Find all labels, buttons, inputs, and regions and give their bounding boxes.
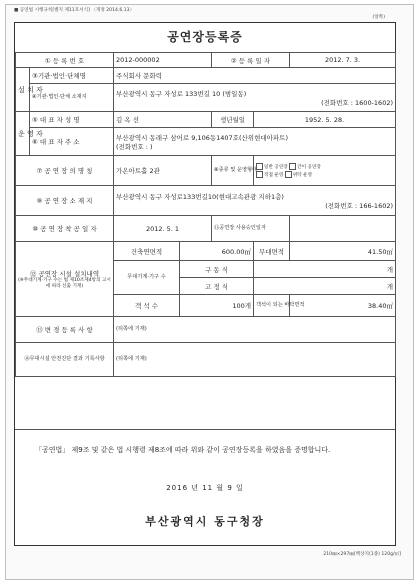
stage-area-value: 41.50㎡ [290, 242, 396, 261]
reg-date-label: ② 등 록 일 자 [212, 53, 290, 68]
approval-label: ⑪공연장 사용승인일자 [212, 216, 290, 242]
area-value: 600.00㎡ [180, 242, 254, 261]
start-date-label: ⑩ 공 연 장 착 공 일 자 [16, 216, 114, 242]
approval-value [290, 216, 396, 242]
certification-text: 「공연법」 제9조 및 같은 법 시행령 제8조에 따라 위와 같이 공연장등록을 하였음을 증명합니다. [15, 429, 395, 458]
checkbox-general: 일반 공연장 [256, 165, 288, 170]
seats-value: 100개 [180, 295, 254, 317]
venue-addr-cell [114, 186, 396, 216]
registration-table [15, 52, 396, 377]
checkbox-box [285, 171, 292, 178]
stage-area-label: 무대면적 [254, 242, 290, 261]
seats-label: 객 석 수 [114, 295, 180, 317]
drive-value: 개 [254, 261, 396, 278]
venue-addr-value: 부산광역시 동구 자성로133번길10(현대고속관광 지하1층) [116, 192, 284, 201]
form-reference: ■ 공연법 시행규칙[별지 제11호서식] 〈개정 2014.6.13〉 [14, 8, 135, 13]
area-label: 건축연면적 [114, 242, 180, 261]
venue-phone-value: (전화번호 : 166-1602) [325, 201, 394, 210]
change-value: (뒤쪽에 기재) [114, 317, 396, 343]
seat-area-value: 38.40㎡ [290, 295, 396, 317]
rep-name-label: ⑤ 대 표 자 성 명 [30, 112, 114, 128]
org-name-label: ③기관·법인·단체명 [30, 68, 114, 84]
operator-group-label: 운 영 자 [16, 112, 30, 156]
machine-label: 무대기계·기구 수 [114, 261, 180, 295]
page-title: 공연장등록증 [15, 23, 395, 53]
venue-addr-label: ⑨ 공 연 장 소 재 지 [16, 186, 114, 216]
rep-phone-value: (전화번호 : ) [116, 142, 153, 151]
checkbox-direct: 직접 운영 [256, 173, 283, 178]
rep-addr-label: ⑥ 대 표 자 주 소 [30, 128, 114, 156]
reg-no-label: ① 등 록 번 호 [16, 53, 114, 68]
facility-label: ⑫ 공연장 시설 설치내역 [29, 269, 100, 278]
checkbox-simple: 간이 공연장 [289, 165, 321, 170]
rep-addr-cell [114, 128, 396, 156]
safety-label: ⑭무대시설 안전진단 결과 기록사항 [16, 343, 114, 377]
fixed-value: 개 [254, 278, 396, 295]
seat-area-label: 객석이 되는 바닥면적 [254, 295, 290, 317]
checkbox-box [256, 163, 263, 170]
fixed-label: 고 정 식 [180, 278, 254, 295]
org-addr-value: 부산광역시 동구 자성로 133번길 10 (범일동) [116, 89, 247, 98]
venue-type-label: ⑧종류 및 운영형태 [212, 156, 254, 186]
start-date-value: 2012. 5. 1 [114, 216, 212, 242]
org-phone-value: (전화번호 : 1600-1602) [321, 98, 394, 107]
birth-label: 생년월일 [212, 112, 254, 128]
venue-name-value: 가온아트홀 2관 [114, 156, 212, 186]
facility-note: (※무대기계·기구 수는 법 제10조제4항의 고시에 따라 신출 기재) [18, 277, 111, 289]
reg-no-value: 2012-000002 [114, 53, 212, 68]
facility-cell [16, 242, 114, 317]
issuer-name: 부산광역시 동구청장 [145, 515, 265, 528]
checkbox-box [289, 163, 296, 170]
reg-date-value: 2012. 7. 3. [290, 53, 396, 68]
drive-label: 구 동 식 [180, 261, 254, 278]
issue-date: 2016 년 11 월 9 일 [166, 484, 244, 492]
birth-value: 1952. 5. 28. [254, 112, 396, 128]
checkbox-box [256, 171, 263, 178]
founder-group-label: 설 치 자 [16, 68, 30, 112]
venue-name-label: ⑦ 공 연 장 의 명 칭 [16, 156, 114, 186]
org-addr-label: ④기관·법인·단체 소재지 [30, 84, 114, 112]
change-label: ⑬ 변 경 등 록 사 항 [16, 317, 114, 343]
paper-spec: 210㎜×297㎜[백상지(1종) 120g/㎡] [323, 552, 401, 557]
page-side-label: (앞쪽) [372, 15, 385, 20]
org-name-value: 주식회사 문화력 [114, 68, 396, 84]
venue-type-options [254, 156, 396, 186]
rep-addr-value: 부산광역시 동래구 삼어로 9,106동1407호(산위현대아파트) [116, 133, 289, 142]
safety-value: (뒤쪽에 기재) [114, 343, 396, 377]
org-addr-cell [114, 84, 396, 112]
certificate [14, 22, 396, 546]
rep-name-value: 김 옥 선 [114, 112, 212, 128]
checkbox-consign: 위탁 운영 [285, 173, 312, 178]
